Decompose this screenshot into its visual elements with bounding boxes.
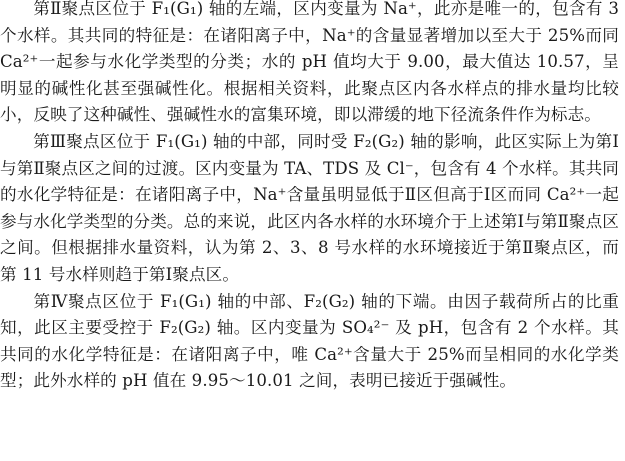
paragraph-cluster-2 — [0, 0, 619, 129]
paragraph-text: 第Ⅲ聚点区位于 F₁(G₁) 轴的中部，同时受 F₂(G₂) 轴的影响，此区实际上为第Ⅰ与第Ⅱ聚点区之间的过渡。区内变量为 TA、TDS 及 Cl⁻，包含有 4 个水样。其共同的水化学特征是：在诸阳离子中，Na⁺含量虽明显低于Ⅱ区但高于Ⅰ区而同 Ca²⁺一起参与水化学类型的分类。总的来说，此区内各水样的水环境介于上述第Ⅰ与第Ⅱ聚点区之间。但根据排水量资料，认为第 2、3、8 号水样的水环境接近于第Ⅱ聚点区，而第 11 号水样则趋于第Ⅰ聚点区。 — [0, 131, 620, 284]
paragraph-text: 第Ⅳ聚点区位于 F₁(G₁) 轴的中部、F₂(G₂) 轴的下端。由因子载荷所占的比重知，此区主要受控于 F₂(G₂) 轴。区内变量为 SO₄²⁻ 及 pH，包含有 2 个水样。其共同的水化学特征是：在诸阳离子中，唯 Ca²⁺含量大于 25%而呈相同的水化学类型；此外水样的 pH 值在 9.95～10.01 之间，表明已接近于强碱性。 — [0, 291, 619, 391]
paragraph-text: 第Ⅱ聚点区位于 F₁(G₁) 轴的左端，区内变量为 Na⁺，此亦是唯一的，包含有 3 个水样。其共同的特征是：在诸阳离子中，Na⁺的含量显著增加以至大于 25%而同 Ca²⁺一起参与水化学类型的分类；水的 pH 值均大于 9.00，最大值达 10.57，呈明显的碱性化甚至强碱性化。根据相关资料，此聚点区内各水样点的排水量均比较小，反映了这种碱性、强碱性水的富集环境，即以滞缓的地下径流条件作为标志。 — [0, 0, 619, 125]
paragraph-cluster-4 — [0, 289, 619, 395]
paragraph-cluster-3 — [0, 129, 619, 289]
